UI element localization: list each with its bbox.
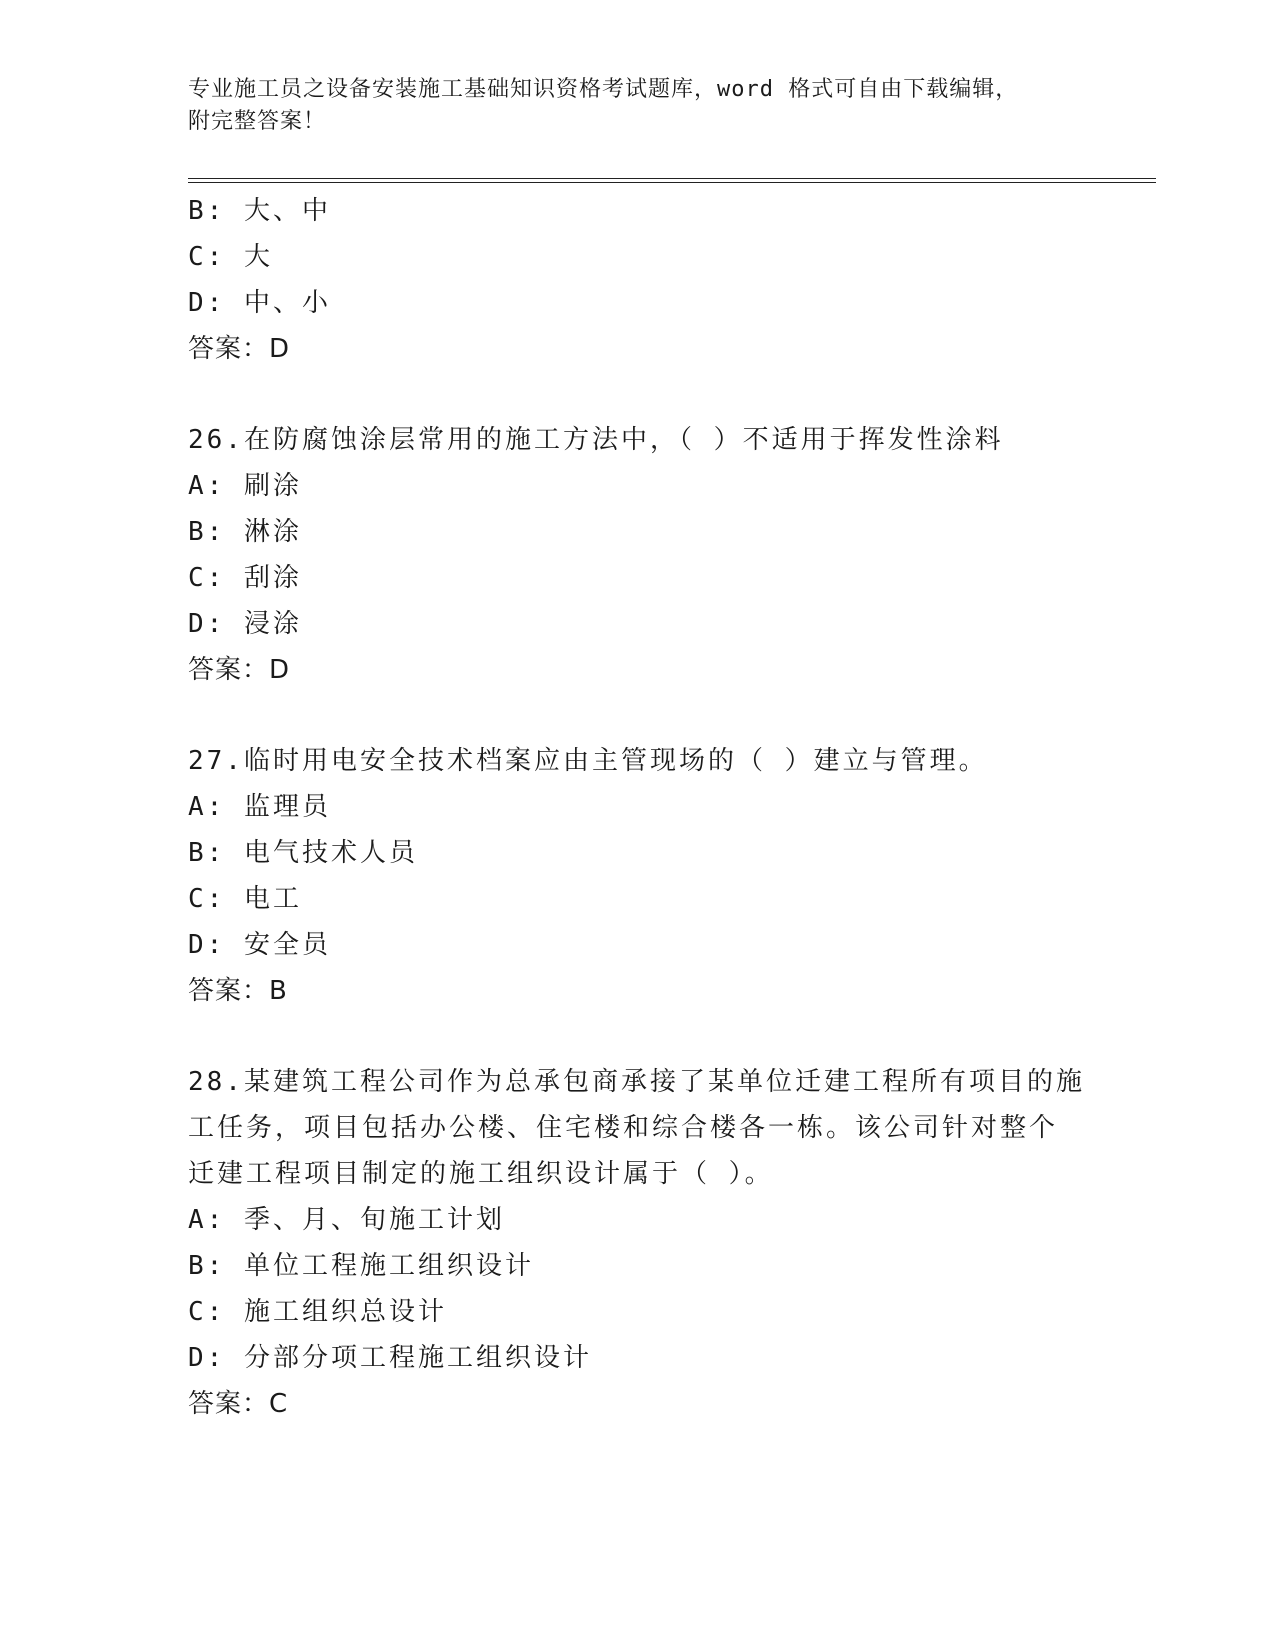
option-d: D: 分部分项工程施工组织设计 [188, 1343, 592, 1373]
option-b: B: 淋涂 [188, 517, 302, 547]
option-d: D: 安全员 [188, 930, 331, 960]
header-divider [188, 178, 1156, 183]
page-header [188, 74, 1088, 138]
option-b: B: 单位工程施工组织设计 [188, 1251, 534, 1281]
question-25 [188, 188, 1088, 372]
question-stem-line-3: 迁建工程项目制定的施工组织设计属于（ ）。 [188, 1159, 774, 1189]
question-28 [188, 1059, 1088, 1427]
answer: 答案：B [188, 976, 288, 1006]
option-a: A: 季、月、旬施工计划 [188, 1205, 505, 1235]
question-stem-line-1: 28.某建筑工程公司作为总承包商承接了某单位迁建工程所有项目的施 [188, 1067, 1085, 1097]
question-26 [188, 417, 1088, 693]
question-stem: 26.在防腐蚀涂层常用的施工方法中，（ ）不适用于挥发性涂料 [188, 425, 1004, 455]
option-b: B: 大、中 [188, 196, 331, 226]
answer: 答案：C [188, 1389, 289, 1419]
answer: 答案：D [188, 655, 291, 685]
answer: 答案：D [188, 334, 291, 364]
question-stem: 27.临时用电安全技术档案应由主管现场的（ ）建立与管理。 [188, 746, 988, 776]
option-c: C: 施工组织总设计 [188, 1297, 447, 1327]
header-line-2: 附完整答案！ [188, 109, 327, 134]
option-d: D: 浸涂 [188, 609, 302, 639]
question-content [188, 188, 1088, 1427]
option-a: A: 刷涂 [188, 471, 302, 501]
option-c: C: 刮涂 [188, 563, 302, 593]
option-c: C: 电工 [188, 884, 302, 914]
option-a: A: 监理员 [188, 792, 331, 822]
question-stem-line-2: 工任务，项目包括办公楼、住宅楼和综合楼各一栋。该公司针对整个 [188, 1113, 1059, 1143]
option-c: C: 大 [188, 242, 273, 272]
option-d: D: 中、小 [188, 288, 331, 318]
question-27 [188, 738, 1088, 1014]
option-b: B: 电气技术人员 [188, 838, 418, 868]
header-line-1: 专业施工员之设备安装施工基础知识资格考试题库，word 格式可自由下载编辑， [188, 77, 1019, 102]
